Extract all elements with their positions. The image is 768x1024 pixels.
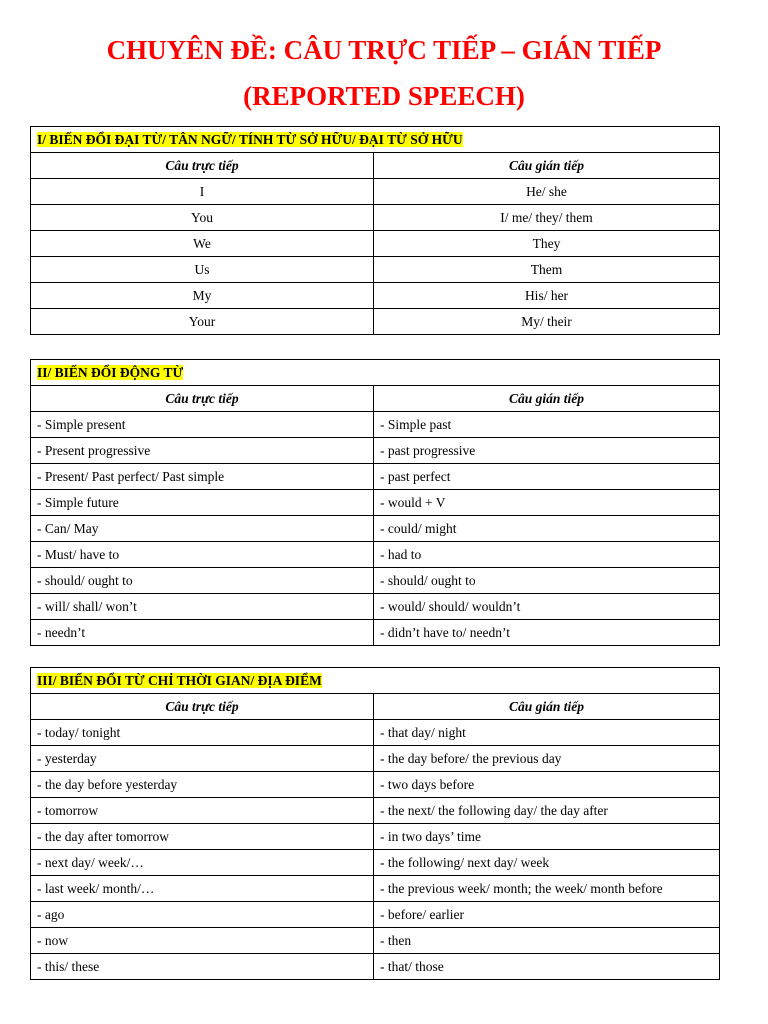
table-row <box>31 464 720 490</box>
section-heading <box>31 360 720 386</box>
direct-speech-cell: I <box>31 179 374 205</box>
table-row <box>31 824 720 850</box>
indirect-speech-cell: - Simple past <box>374 412 720 438</box>
table-row <box>31 798 720 824</box>
table-row <box>31 283 720 309</box>
direct-speech-cell: - this/ these <box>31 954 374 980</box>
indirect-speech-cell: - didn’t have to/ needn’t <box>374 620 720 646</box>
indirect-speech-cell: - two days before <box>374 772 720 798</box>
table-row <box>31 850 720 876</box>
column-header-indirect: Câu gián tiếp <box>374 694 720 720</box>
direct-speech-cell: - needn’t <box>31 620 374 646</box>
direct-speech-cell: - next day/ week/… <box>31 850 374 876</box>
indirect-speech-cell: He/ she <box>374 179 720 205</box>
indirect-speech-cell: - that/ those <box>374 954 720 980</box>
table-row <box>31 516 720 542</box>
direct-speech-cell: - the day after tomorrow <box>31 824 374 850</box>
indirect-speech-cell: - past progressive <box>374 438 720 464</box>
direct-speech-cell: - now <box>31 928 374 954</box>
table-row <box>31 876 720 902</box>
table-row <box>31 720 720 746</box>
table-row <box>31 954 720 980</box>
section-heading <box>31 127 720 153</box>
indirect-speech-cell: I/ me/ they/ them <box>374 205 720 231</box>
indirect-speech-cell: - the day before/ the previous day <box>374 746 720 772</box>
indirect-speech-cell: - in two days’ time <box>374 824 720 850</box>
time-place-conversion-table <box>30 667 720 980</box>
direct-speech-cell: - should/ ought to <box>31 568 374 594</box>
indirect-speech-cell: My/ their <box>374 309 720 335</box>
direct-speech-cell: - will/ shall/ won’t <box>31 594 374 620</box>
table-row <box>31 490 720 516</box>
document-title: CHUYÊN ĐỀ: CÂU TRỰC TIẾP – GIÁN TIẾP <box>106 35 662 65</box>
indirect-speech-cell: Them <box>374 257 720 283</box>
table-row <box>31 438 720 464</box>
column-header-indirect: Câu gián tiếp <box>374 386 720 412</box>
indirect-speech-cell: - the previous week/ month; the week/ month before <box>374 876 720 902</box>
direct-speech-cell: - tomorrow <box>31 798 374 824</box>
direct-speech-cell: - Simple future <box>31 490 374 516</box>
direct-speech-cell: You <box>31 205 374 231</box>
direct-speech-cell: We <box>31 231 374 257</box>
direct-speech-cell: - Present progressive <box>31 438 374 464</box>
column-header-direct: Câu trực tiếp <box>31 386 374 412</box>
indirect-speech-cell: - had to <box>374 542 720 568</box>
direct-speech-cell: Us <box>31 257 374 283</box>
verb-tense-conversion-table <box>30 359 720 646</box>
table-row <box>31 568 720 594</box>
indirect-speech-cell: - past perfect <box>374 464 720 490</box>
direct-speech-cell: Your <box>31 309 374 335</box>
section-heading-text: I/ BIẾN ĐỔI ĐẠI TỪ/ TÂN NGỮ/ TÍNH TỪ SỞ HỮU/ ĐẠI TỪ SỞ HỮU <box>37 131 463 147</box>
section-heading-text: II/ BIẾN ĐỔI ĐỘNG TỪ <box>37 364 184 380</box>
direct-speech-cell: - last week/ month/… <box>31 876 374 902</box>
indirect-speech-cell: - then <box>374 928 720 954</box>
direct-speech-cell: - the day before yesterday <box>31 772 374 798</box>
direct-speech-cell: - Can/ May <box>31 516 374 542</box>
column-header-indirect: Câu gián tiếp <box>374 153 720 179</box>
table-row <box>31 902 720 928</box>
table-row <box>31 179 720 205</box>
table-row <box>31 205 720 231</box>
column-header-direct: Câu trực tiếp <box>31 694 374 720</box>
indirect-speech-cell: - should/ ought to <box>374 568 720 594</box>
indirect-speech-cell: - would + V <box>374 490 720 516</box>
indirect-speech-cell: - would/ should/ wouldn’t <box>374 594 720 620</box>
table-row <box>31 257 720 283</box>
direct-speech-cell: - yesterday <box>31 746 374 772</box>
table-row <box>31 746 720 772</box>
indirect-speech-cell: - before/ earlier <box>374 902 720 928</box>
section-heading <box>31 668 720 694</box>
indirect-speech-cell: - that day/ night <box>374 720 720 746</box>
indirect-speech-cell: - the following/ next day/ week <box>374 850 720 876</box>
direct-speech-cell: My <box>31 283 374 309</box>
section-heading-text: III/ BIẾN ĐỔI TỪ CHỈ THỜI GIAN/ ĐỊA ĐIỂM <box>37 672 322 688</box>
indirect-speech-cell: His/ her <box>374 283 720 309</box>
table-row <box>31 231 720 257</box>
direct-speech-cell: - Must/ have to <box>31 542 374 568</box>
indirect-speech-cell: - the next/ the following day/ the day after <box>374 798 720 824</box>
document-subtitle: (REPORTED SPEECH) <box>243 81 525 111</box>
column-header-direct: Câu trực tiếp <box>31 153 374 179</box>
pronoun-conversion-table <box>30 126 720 335</box>
table-row <box>31 594 720 620</box>
direct-speech-cell: - Simple present <box>31 412 374 438</box>
indirect-speech-cell: - could/ might <box>374 516 720 542</box>
table-row <box>31 542 720 568</box>
indirect-speech-cell: They <box>374 231 720 257</box>
direct-speech-cell: - ago <box>31 902 374 928</box>
table-row <box>31 928 720 954</box>
table-row <box>31 772 720 798</box>
direct-speech-cell: - today/ tonight <box>31 720 374 746</box>
direct-speech-cell: - Present/ Past perfect/ Past simple <box>31 464 374 490</box>
table-row <box>31 309 720 335</box>
table-row <box>31 620 720 646</box>
table-row <box>31 412 720 438</box>
